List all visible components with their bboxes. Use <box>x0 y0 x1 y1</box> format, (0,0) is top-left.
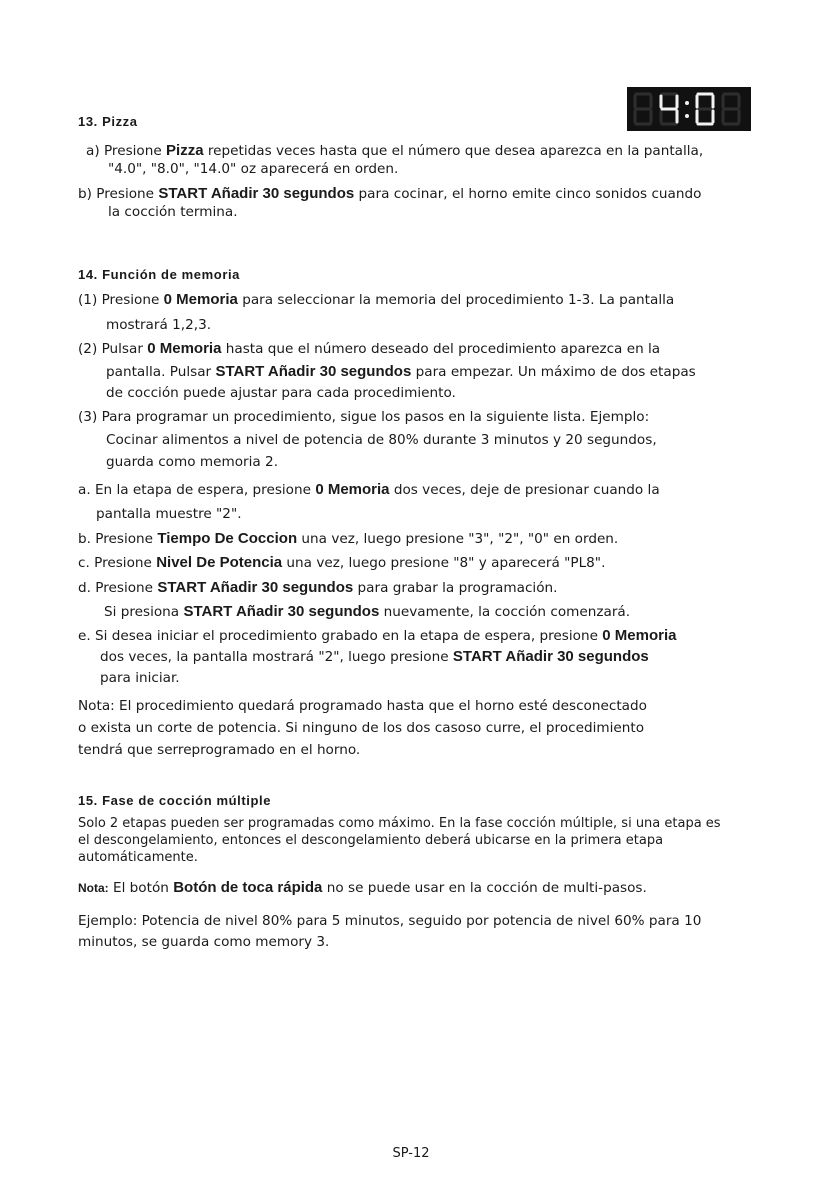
sec13-b-line2: la cocción termina. <box>108 204 238 220</box>
section-14-title: 14. Función de memoria <box>78 267 241 282</box>
sec14-c-line: c. Presione Nivel De Potencia una vez, luego presione "8" y aparecerá "PL8". <box>78 554 606 571</box>
sec15-para-line1: Solo 2 etapas pueden ser programadas como máximo. En la fase cocción múltiple, si una etapa es <box>78 816 721 831</box>
sec14-a-line2: pantalla muestre "2". <box>96 506 242 522</box>
sec13-b-line1: b) Presione START Añadir 30 segundos para cocinar, el horno emite cinco sonidos cuando <box>78 185 702 202</box>
sec14-2-line3: de cocción puede ajustar para cada procedimiento. <box>106 385 456 401</box>
sec14-3-line3: guarda como memoria 2. <box>106 454 279 470</box>
sec14-nota-line3: tendrá que serreprogramado en el horno. <box>78 742 361 758</box>
clock-digits-icon <box>630 89 748 129</box>
sec14-a-line1: a. En la etapa de espera, presione 0 Memoria dos veces, deje de presionar cuando la <box>78 481 660 498</box>
sec14-d-line1: d. Presione START Añadir 30 segundos para grabar la programación. <box>78 579 558 596</box>
sec14-e-line1: e. Si desea iniciar el procedimiento grabado en la etapa de espera, presione 0 Memoria <box>78 627 677 644</box>
sec14-nota-line1: Nota: El procedimiento quedará programado hasta que el horno esté desconectado <box>78 698 647 714</box>
sec14-e-line2: dos veces, la pantalla mostrará "2", luego presione START Añadir 30 segundos <box>100 648 649 665</box>
section-13-title: 13. Pizza <box>78 114 138 129</box>
sec15-para-line3: automáticamente. <box>78 850 198 865</box>
lcd-display <box>627 87 751 131</box>
sec15-para-line2: el descongelamiento, entonces el descongelamiento deberá ubicarse en la primera etapa <box>78 833 664 848</box>
sec14-1-line2: mostrará 1,2,3. <box>106 317 212 333</box>
sec13-a-line2: "4.0", "8.0", "14.0" oz aparecerá en orden. <box>108 161 399 177</box>
sec15-nota: Nota: El botón Botón de toca rápida no se puede usar en la cocción de multi-pasos. <box>78 879 647 896</box>
sec14-3-line1: (3) Para programar un procedimiento, sigue los pasos en la siguiente lista. Ejemplo: <box>78 409 650 425</box>
sec14-b-line: b. Presione Tiempo De Coccion una vez, luego presione "3", "2", "0" en orden. <box>78 530 619 547</box>
sec14-2-line1: (2) Pulsar 0 Memoria hasta que el número deseado del procedimiento aparezca en la <box>78 340 661 357</box>
sec13-a-line1: a) Presione Pizza repetidas veces hasta que el número que desea aparezca en la pantalla, <box>86 142 704 159</box>
svg-text:84:06: 84:06 <box>630 89 633 90</box>
sec14-d-line2: Si presiona START Añadir 30 segundos nuevamente, la cocción comenzará. <box>104 603 631 620</box>
sec14-e-line3: para iniciar. <box>100 670 180 686</box>
page-number: SP-12 <box>392 1146 430 1161</box>
section-15-title: 15. Fase de cocción múltiple <box>78 793 272 808</box>
sec14-2-line2: pantalla. Pulsar START Añadir 30 segundos para empezar. Un máximo de dos etapas <box>106 363 696 380</box>
sec15-example-line1: Ejemplo: Potencia de nivel 80% para 5 minutos, seguido por potencia de nivel 60% para 10 <box>78 913 702 929</box>
sec14-3-line2: Cocinar alimentos a nivel de potencia de 80% durante 3 minutos y 20 segundos, <box>106 432 657 448</box>
sec14-1-line1: (1) Presione 0 Memoria para seleccionar la memoria del procedimiento 1-3. La pantalla <box>78 291 675 308</box>
sec15-example-line2: minutos, se guarda como memory 3. <box>78 934 330 950</box>
sec14-nota-line2: o exista un corte de potencia. Si ninguno de los dos casoso curre, el procedimiento <box>78 720 645 736</box>
